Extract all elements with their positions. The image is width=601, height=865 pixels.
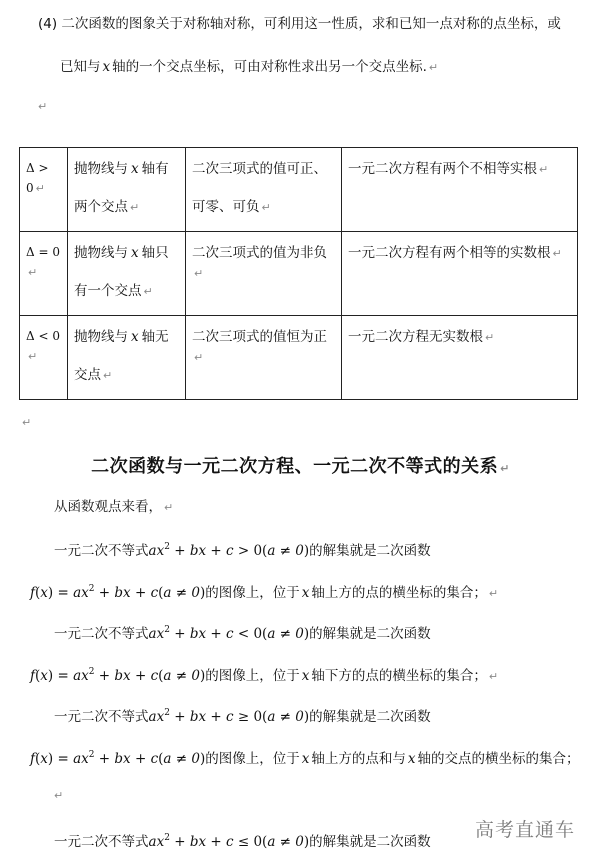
paragraph-mark-icon: ↵ — [35, 182, 45, 195]
paragraph-mark-icon: ↵ — [261, 201, 271, 214]
var-x: x — [131, 161, 139, 177]
table-row — [20, 232, 578, 316]
paragraph-mark-icon: ↵ — [194, 351, 204, 364]
delta-value: Δ = 0 — [26, 245, 60, 259]
graph-text-line2: 交点 — [74, 367, 101, 383]
inequality-line — [54, 537, 431, 561]
paragraph-mark-icon: ↵ — [488, 670, 499, 683]
delta-cell — [20, 232, 68, 316]
trinomial-cell — [186, 148, 342, 232]
intro-text: 从函数观点来看， — [54, 499, 162, 515]
function-tail: 轴上方的点的横坐标的集合； — [311, 585, 487, 601]
trinomial-text: 二次三项式的值为非负 — [192, 245, 327, 261]
equation-text: 一元二次方程有两个相等的实数根 — [348, 245, 551, 261]
paragraph-mark-icon: ↵ — [552, 247, 562, 260]
var-x: x — [407, 751, 416, 767]
equation-cell — [342, 148, 578, 232]
section-heading — [0, 452, 601, 478]
paragraph-mark-icon: ↵ — [164, 501, 174, 514]
graph-text: 轴无 — [141, 329, 169, 345]
var-x: x — [301, 585, 310, 601]
table-row — [20, 316, 578, 400]
inequality-formula: $ax^2$ + bx + c ≤ 0(a ≠ 0) — [148, 833, 310, 850]
paragraph-mark-icon: ↵ — [28, 350, 38, 363]
inequality-formula: $ax^2$ + bx + c ≥ 0(a ≠ 0) — [148, 708, 310, 725]
inequality-suffix: 的解集就是二次函数 — [309, 543, 431, 559]
delta-value: Δ > 0 — [26, 161, 49, 195]
graph-text: 轴有 — [141, 161, 169, 177]
function-text: 的图像上，位于 — [205, 668, 300, 684]
inequality-line — [54, 828, 431, 852]
point-4-var-x: x — [102, 59, 111, 75]
paragraph-mark-icon: ↵ — [38, 100, 48, 113]
point-4-line-2 — [60, 57, 438, 78]
var-x: x — [131, 245, 139, 261]
function-text: 的图像上，位于 — [205, 585, 300, 601]
graph-cell — [68, 316, 186, 400]
paragraph-mark-icon: ↵ — [194, 267, 204, 280]
equation-cell — [342, 316, 578, 400]
paragraph-mark-icon: ↵ — [488, 587, 499, 600]
graph-text-line2: 有一个交点 — [74, 283, 142, 299]
graph-text: 抛物线与 — [74, 329, 128, 345]
paragraph-mark-icon: ↵ — [103, 369, 113, 382]
function-line — [30, 745, 580, 769]
discriminant-table — [19, 147, 578, 400]
trinomial-text: 二次三项式的值恒为正 — [192, 329, 327, 345]
inequality-line — [54, 620, 431, 644]
trinomial-cell — [186, 232, 342, 316]
var-x: x — [301, 668, 310, 684]
watermark-text: 高考直通车 — [474, 819, 575, 841]
paragraph-mark-icon: ↵ — [539, 163, 549, 176]
trinomial-text-line2: 可零、可负 — [192, 199, 260, 215]
intro-line — [54, 497, 173, 518]
equation-text: 一元二次方程有两个不相等实根 — [348, 161, 537, 177]
paragraph-mark-icon: ↵ — [22, 416, 32, 429]
point-4-line-1 — [38, 14, 561, 34]
graph-cell — [68, 232, 186, 316]
function-tail: 轴下方的点的横坐标的集合； — [311, 668, 487, 684]
inequality-prefix: 一元二次不等式 — [54, 709, 149, 725]
inequality-formula: $ax^2$ + bx + c > 0(a ≠ 0) — [148, 542, 310, 559]
trinomial-cell — [186, 316, 342, 400]
function-tail-2: 轴的交点的横坐标的集合； — [417, 751, 580, 767]
inequality-suffix: 的解集就是二次函数 — [309, 626, 431, 642]
inequality-formula: $ax^2$ + bx + c < 0(a ≠ 0) — [148, 625, 310, 642]
paragraph-mark-icon: ↵ — [485, 331, 495, 344]
delta-cell — [20, 316, 68, 400]
delta-value: Δ < 0 — [26, 329, 60, 343]
function-formula: $f(x) = ax^2$ + bx + c(a ≠ 0) — [30, 584, 206, 601]
function-formula: $f(x) = ax^2$ + bx + c(a ≠ 0) — [30, 750, 206, 767]
inequality-suffix: 的解集就是二次函数 — [309, 834, 431, 850]
equation-text: 一元二次方程无实数根 — [348, 329, 483, 345]
graph-text: 抛物线与 — [74, 245, 128, 261]
function-tail: 轴上方的点和与 — [311, 751, 406, 767]
point-4-text-2a: 已知与 — [60, 59, 101, 75]
graph-text: 轴只 — [141, 245, 169, 261]
delta-cell — [20, 148, 68, 232]
paragraph-mark-icon: ↵ — [428, 61, 439, 74]
graph-text-line2: 两个交点 — [74, 199, 128, 215]
inequality-prefix: 一元二次不等式 — [54, 834, 149, 850]
inequality-suffix: 的解集就是二次函数 — [309, 709, 431, 725]
inequality-prefix: 一元二次不等式 — [54, 626, 149, 642]
var-x: x — [301, 751, 310, 767]
point-4-text-1: (4) 二次函数的图象关于对称轴对称，可利用这一性质，求和已知一点对称的点坐标，或 — [38, 16, 561, 32]
inequality-line — [54, 703, 431, 727]
graph-cell — [68, 148, 186, 232]
section-heading-text: 二次函数与一元二次方程、一元二次不等式的关系 — [91, 456, 499, 477]
graph-text: 抛物线与 — [74, 161, 128, 177]
watermark — [475, 815, 575, 842]
paragraph-mark-icon: ↵ — [143, 285, 153, 298]
inequality-prefix: 一元二次不等式 — [54, 543, 149, 559]
trinomial-text: 二次三项式的值可正、 — [192, 161, 327, 177]
var-x: x — [131, 329, 139, 345]
function-formula: $f(x) = ax^2$ + bx + c(a ≠ 0) — [30, 667, 206, 684]
function-text: 的图像上，位于 — [205, 751, 300, 767]
paragraph-mark-icon: ↵ — [500, 462, 510, 475]
function-line — [30, 662, 498, 687]
paragraph-mark-icon: ↵ — [130, 201, 140, 214]
point-4-text-2c: 轴的一个交点坐标，可由对称性求出另一个交点坐标. — [112, 59, 427, 75]
paragraph-mark-icon: ↵ — [28, 266, 38, 279]
equation-cell — [342, 232, 578, 316]
paragraph-mark-icon: ↵ — [54, 789, 64, 802]
function-line — [30, 579, 498, 604]
table-row — [20, 148, 578, 232]
